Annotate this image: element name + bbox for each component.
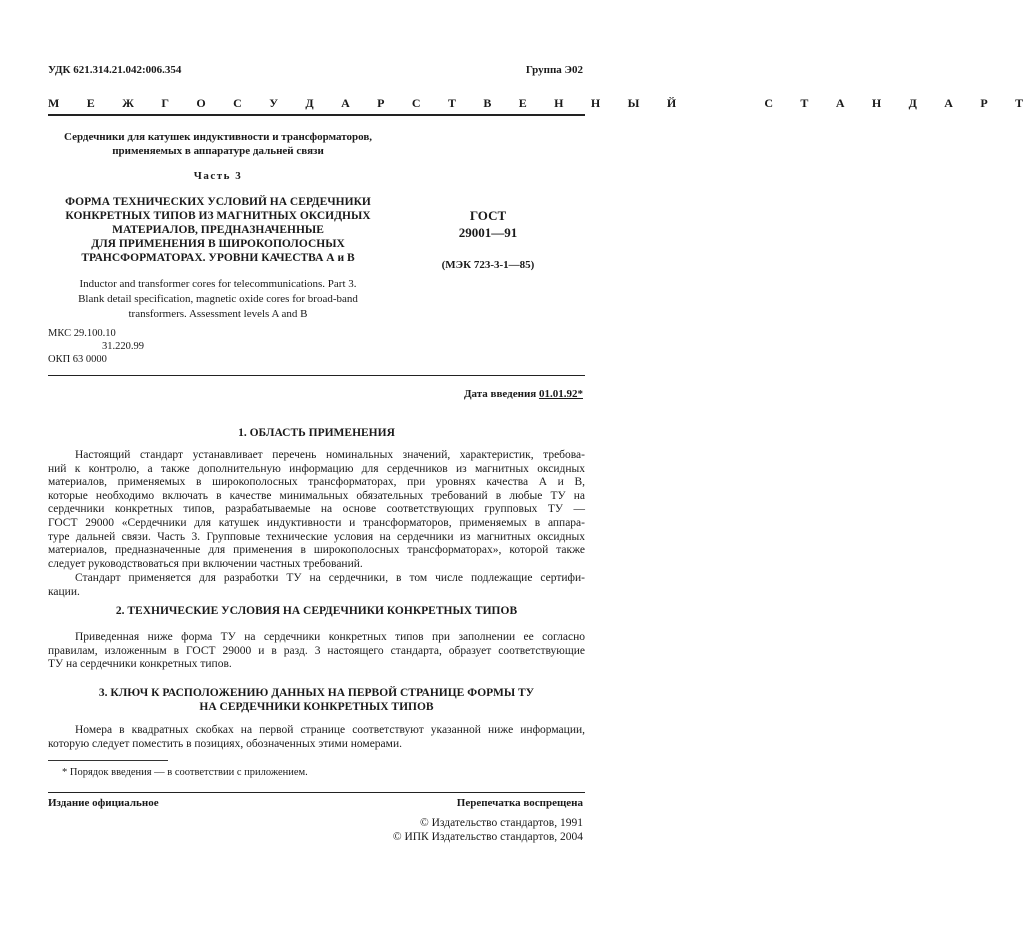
reprint-prohibited-label: Перепечатка воспрещена [456,797,583,809]
section-1-paragraph-2: Стандарт применяется для разработки ТУ на сердечники, в том числе подлежащие сертифи- кации. [48,572,585,598]
part-label: Часть 3 [193,170,243,182]
intro-date: Дата введения 01.01.92* [463,388,583,400]
udk-code: УДК 621.314.21.042:006.354 [48,64,182,76]
official-edition-label: Издание официальное [48,797,159,809]
copyright: © Издательство стандартов, 1991 © ИПК Издательство стандартов, 2004 [392,817,583,843]
subtitle: Сердечники для катушек индуктивности и трансформаторов, применяемых в аппаратуре дальней связи [63,131,373,157]
section-1-heading: 1. ОБЛАСТЬ ПРИМЕНЕНИЯ [238,427,395,439]
footer-rule [48,792,585,793]
footnote: * Порядок введения — в соответствии с приложением. [62,767,308,778]
section-2-heading: 2. ТЕХНИЧЕСКИЕ УСЛОВИЯ НА СЕРДЕЧНИКИ КОНКРЕТНЫХ ТИПОВ [115,605,518,617]
standard-type-banner: М Е Ж Г О С У Д А Р С Т В Е Н Н Ы Й С Т А Н Д А Р Т [48,96,1035,110]
classification-codes: МКС 29.100.10 31.220.99 ОКП 63 0000 [48,328,144,365]
gost-designation: ГОСТ 29001—91 [458,208,518,240]
footnote-rule [48,760,168,761]
section-1-paragraph-1: Настоящий стандарт устанавливает перечень номинальных значений, характеристик, требова- ний к контролю, а также дополнительную информацию для сердечников из магнитных оксидных материалов, применяемых в широкополосных трансформаторах, при уровнях качества А и В, которые необходимо включать в качестве минимальных обязательных требований в любые ТУ на сердечники конкретных типов, разрабатываемые на основе соответствующих групповых ТУ — ГОСТ 29000 «Сердечники для катушек индуктивности и трансформаторов, применяемых в аппара- туре дальней связи. Часть 3. Групповые технические условия на сердечники из магнитных оксидных материалов, предназначенные для применения в широкополосных трансформаторах», которой также следует руководствоваться при включении частных требований. [48,449,585,570]
iec-reference: (МЭК 723-3-1—85) [441,259,535,271]
group-code: Группа Э02 [525,64,583,76]
section-3-heading: 3. КЛЮЧ К РАСПОЛОЖЕНИЮ ДАННЫХ НА ПЕРВОЙ СТРАНИЦЕ ФОРМЫ ТУ НА СЕРДЕЧНИКИ КОНКРЕТНЫХ ТИПОВ [98,687,535,713]
top-rule [48,114,585,116]
main-title: ФОРМА ТЕХНИЧЕСКИХ УСЛОВИЙ НА СЕРДЕЧНИКИ КОНКРЕТНЫХ ТИПОВ ИЗ МАГНИТНЫХ ОКСИДНЫХ МАТЕРИАЛОВ, ПРЕДНАЗНАЧЕННЫЕ ДЛЯ ПРИМЕНЕНИЯ В ШИРОКОПОЛОСНЫХ ТРАНСФОРМАТОРАХ. УРОВНИ КАЧЕСТВА А и В [65,196,371,264]
section-3-paragraph-1: Номера в квадратных скобках на первой странице соответствуют указанной ниже информации, которую следует поместить в позициях, обозначенных этими номерами. [48,724,585,750]
title-rule [48,375,585,376]
section-2-paragraph-1: Приведенная ниже форма ТУ на сердечники конкретных типов при заполнении ее согласно правилам, изложенным в ГОСТ 29000 и в разд. 3 настоящего стандарта, образует соответствующие ТУ на сердечники конкретных типов. [48,631,585,671]
english-title: Inductor and transformer cores for telecommunications. Part 3. Blank detail specification, magnetic oxide cores for broad-band transformers. Assessment levels A and B [78,278,358,320]
